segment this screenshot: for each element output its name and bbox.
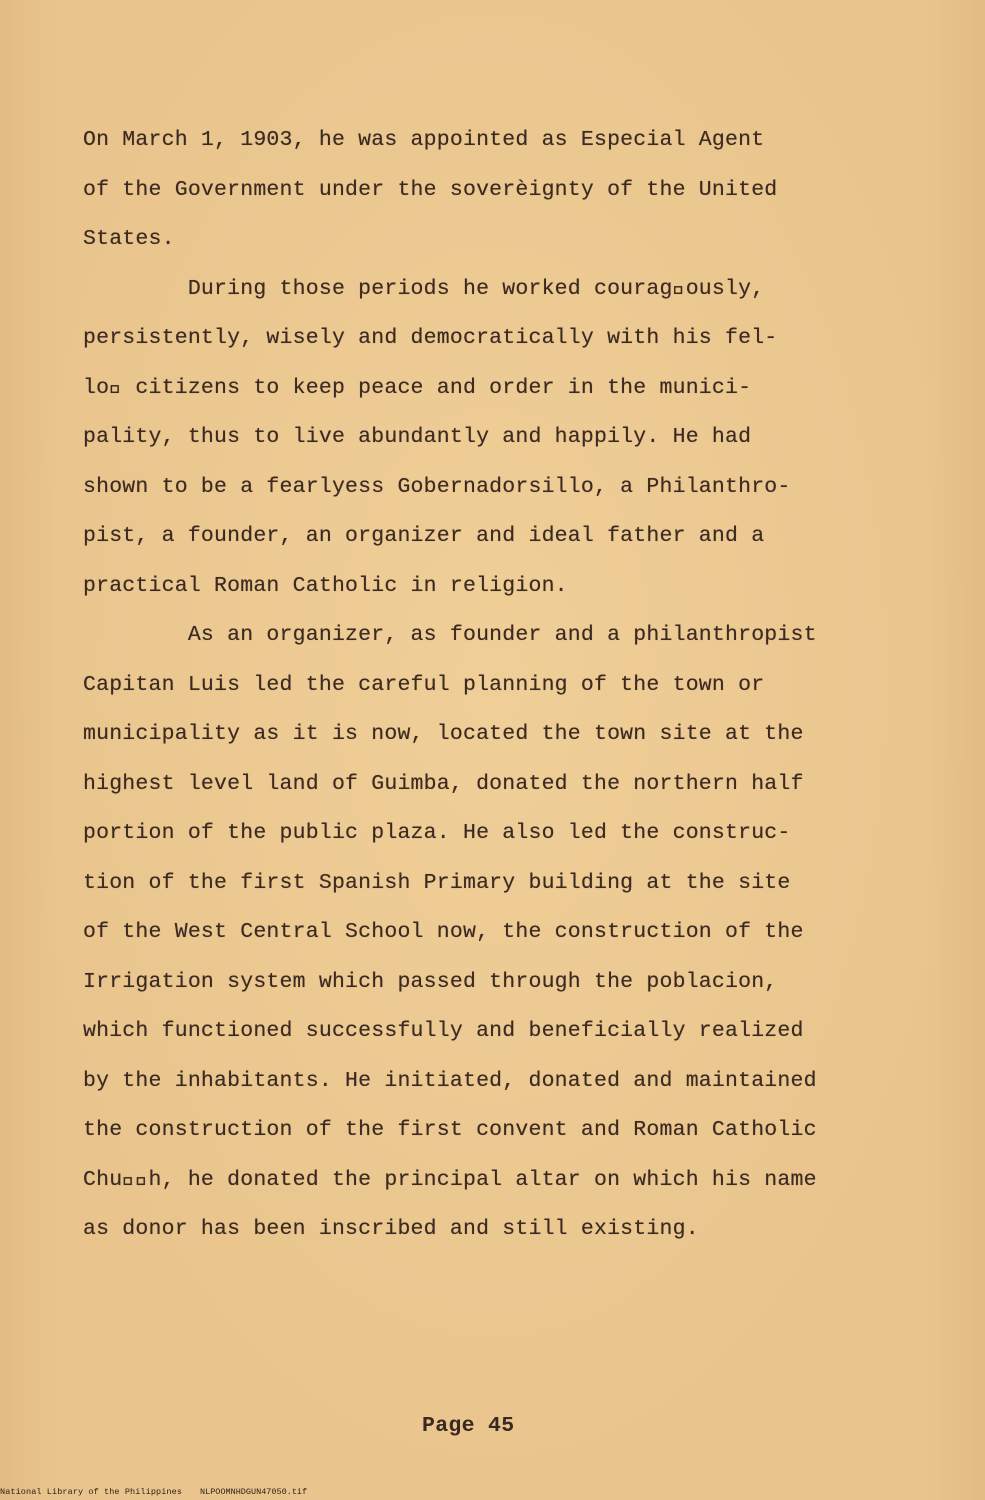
text-line: municipality as it is now, located the town site at the <box>83 722 804 746</box>
text-line: During those periods he worked courag ously, <box>83 276 765 301</box>
text-line: by the inhabitants. He initiated, donated and maintained <box>83 1068 817 1093</box>
body-text <box>83 116 953 1255</box>
text-line: Irrigation system which passed through the poblacion, <box>83 969 778 994</box>
footer-source: National Library of the Philippines <box>0 1487 183 1497</box>
text-line: which functioned successfully and beneficially realized <box>83 1019 804 1043</box>
text-line: portion of the public plaza. He also led the construc- <box>83 821 791 845</box>
text-line: On March 1, 1903, he was appointed as Especial Agent <box>83 128 765 152</box>
text-line: Capitan Luis led the careful planning of the town or <box>83 672 765 697</box>
text-line: shown to be a fearlyess Gobernadorsillo, a Philanthro- <box>83 474 791 499</box>
text-line: As an organizer, as founder and a philanthropist <box>83 623 817 647</box>
page-number: Page 45 <box>422 1414 515 1438</box>
text-line: pality, thus to live abundantly and happily. He had <box>83 425 752 449</box>
text-line: highest level land of Guimba, donated the northern half <box>83 771 804 796</box>
text-line: lo  citizens to keep peace and order in the munici- <box>83 375 752 400</box>
text-line: tion of the first Spanish Primary building at the site <box>83 870 791 895</box>
text-line: practical Roman Catholic in religion. <box>83 573 568 598</box>
text-line: persistently, wisely and democratically with his fel- <box>83 326 778 350</box>
text-line: Chu  h, he donated the principal altar on which his name <box>83 1167 817 1192</box>
text-line: pist, a founder, an organizer and ideal father and a <box>83 524 765 548</box>
text-line: of the Government under the soverèignty of the United <box>83 177 778 202</box>
text-line: as donor has been inscribed and still existing. <box>83 1217 699 1241</box>
text-line: States. <box>83 227 175 251</box>
text-line: of the West Central School now, the construction of the <box>83 920 804 944</box>
text-line: the construction of the first convent and Roman Catholic <box>83 1118 817 1142</box>
footer-filename: NLPOOMNHDGUN47050.tif <box>200 1487 308 1497</box>
